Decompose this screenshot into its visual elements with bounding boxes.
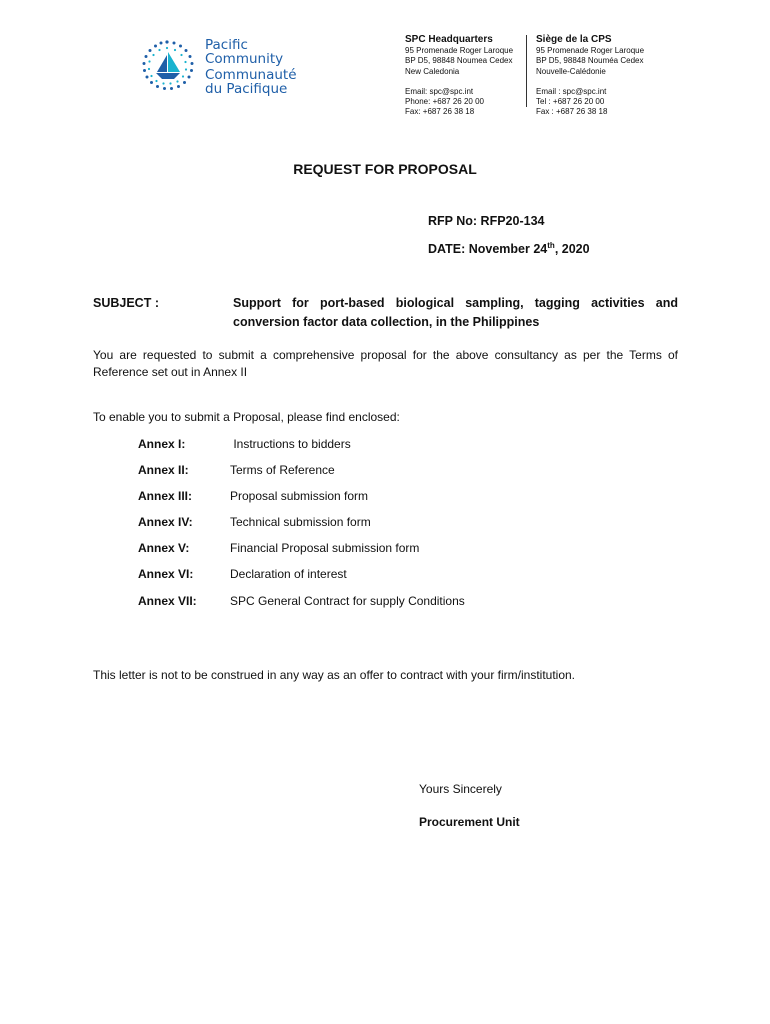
annex-label: Annex VII: (138, 594, 197, 608)
closing: Yours Sincerely (419, 782, 502, 796)
annex-label: Annex VI: (138, 567, 194, 581)
hq-fax-en: Fax: +687 26 38 18 (405, 107, 475, 117)
header-divider (526, 35, 527, 107)
hq-line2-fr: BP D5, 98848 Nouméa Cedex (536, 56, 644, 66)
enclosed-intro: To enable you to submit a Proposal, please find enclosed: (93, 410, 400, 424)
hq-fax-fr: Fax : +687 26 38 18 (536, 107, 608, 117)
spc-logo (136, 37, 198, 95)
hq-title-en: SPC Headquarters (405, 34, 493, 45)
hq-line1-fr: 95 Promenade Roger Laroque (536, 46, 645, 55)
hq-address-en (405, 34, 513, 118)
annex-label: Annex IV: (138, 515, 193, 529)
annex-description: SPC General Contract for supply Conditions (230, 594, 465, 608)
annex-description: Instructions to bidders (230, 437, 351, 451)
hq-address-fr (536, 34, 644, 118)
org-name-en-1: Pacific (205, 37, 248, 53)
signatory: Procurement Unit (419, 815, 520, 829)
hq-email-en: Email: spc@spc.int (405, 86, 474, 96)
hq-phone-en: Phone: +687 26 20 00 (405, 97, 484, 107)
subject-line-1: Support for port-based biological sampling, tagging activities and (233, 296, 678, 310)
rfp-date: DATE: November 24th, 2020 (428, 240, 590, 256)
intro-paragraph: You are requested to submit a comprehensive proposal for the above consultancy as per the Terms of Reference set out in Annex II (93, 348, 678, 379)
org-name-fr-2: du Pacifique (205, 81, 288, 97)
annex-description: Proposal submission form (230, 489, 369, 503)
hq-line1-en: 95 Promenade Roger Laroque (405, 46, 514, 55)
subject-line-2: conversion factor data collection, in the Philippines (233, 315, 540, 329)
hq-title-fr: Siège de la CPS (536, 34, 612, 45)
disclaimer: This letter is not to be construed in any way as an offer to contract with your firm/institution. (93, 668, 576, 682)
annex-description: Financial Proposal submission form (230, 541, 420, 555)
annex-label: Annex III: (138, 489, 193, 503)
annex-description: Declaration of interest (230, 567, 347, 581)
hq-email-fr: Email : spc@spc.int (536, 86, 607, 96)
org-name-fr-1: Communauté (205, 67, 297, 83)
hq-phone-fr: Tel : +687 26 20 00 (536, 97, 605, 107)
annex-label: Annex I: (138, 437, 186, 451)
hq-line2-en: BP D5, 98848 Noumea Cedex (405, 56, 513, 66)
annex-description: Technical submission form (230, 515, 371, 529)
annex-label: Annex II: (138, 463, 189, 477)
subject-label: SUBJECT : (93, 296, 159, 310)
annex-description: Terms of Reference (230, 463, 335, 477)
rfp-number: RFP No: RFP20-134 (428, 214, 545, 228)
document-title: REQUEST FOR PROPOSAL (293, 161, 477, 177)
annex-label: Annex V: (138, 541, 190, 555)
hq-line3-fr: Nouvelle-Calédonie (536, 66, 606, 76)
hq-line3-en: New Caledonia (405, 66, 460, 76)
org-name-en-2: Community (205, 51, 284, 67)
